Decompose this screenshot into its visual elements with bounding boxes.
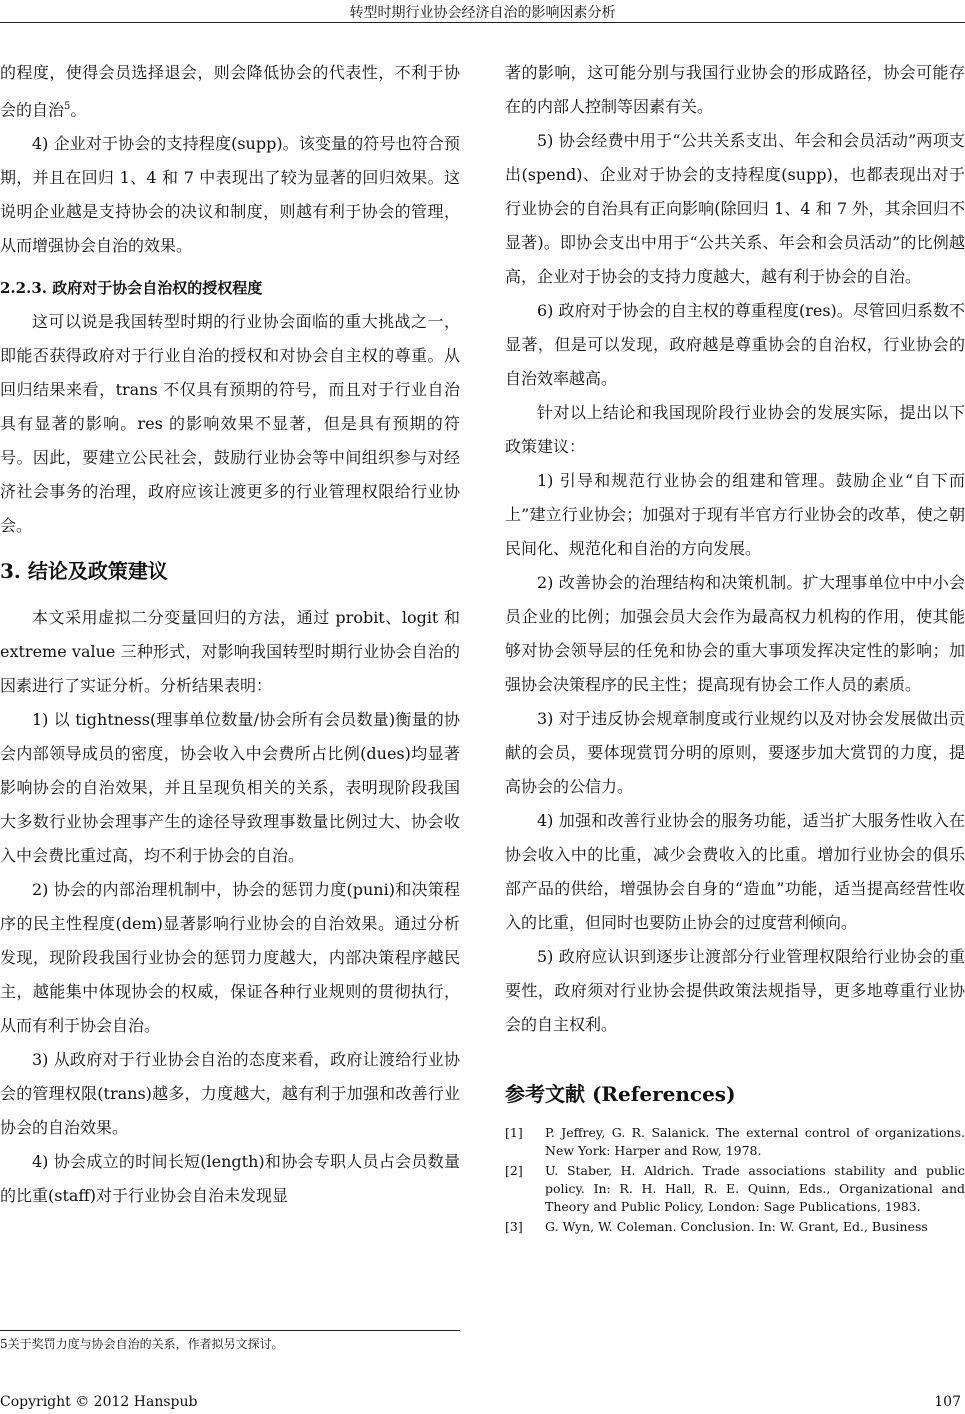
paragraph: 著的影响，这可能分别与我国行业协会的形成路径，协会可能存在的内部人控制等因素有关。	[505, 63, 965, 116]
subsection-heading: 2.2.3. 政府对于协会自治权的授权程度	[0, 279, 263, 298]
reference-text: P. Jeffrey, G. R. Salanick. The external control of organizations. New York: Harper and Row, 1978.	[545, 1125, 965, 1158]
left-column	[0, 56, 460, 1213]
running-header: 转型时期行业协会经济自治的影响因素分析	[349, 5, 616, 21]
reference-number: [3]	[505, 1219, 523, 1234]
section-heading: 3. 结论及政策建议	[0, 559, 168, 584]
paragraph: 3) 从政府对于行业协会自治的态度来看，政府让渡给行业协会的管理权限(trans)越多，力度越大，越有利于加强和改善行业协会的自治效果。	[0, 1050, 460, 1138]
paragraph: 1) 以 tightness(理事单位数量/协会所有会员数量)衡量的协会内部领导成员的密度，协会收入中会费所占比例(dues)均显著影响协会的自治效果，并且呈现负相关的关系，表明现阶段我国大多数行业协会理事产生的途径导致理事数量比例过大、协会收入中会费比重过高，均不利于协会的自治。	[0, 710, 460, 866]
paragraph	[0, 56, 460, 127]
paragraph: 针对以上结论和我国现阶段行业协会的发展实际，提出以下政策建议：	[505, 403, 965, 456]
paragraph: 6) 政府对于协会的自主权的尊重程度(res)。尽管回归系数不显著，但是可以发现，政府越是尊重协会的自治权，行业协会的自治效率越高。	[505, 301, 965, 388]
footnote: 5关于奖罚力度与协会自治的关系，作者拟另文探讨。	[0, 1337, 284, 1351]
paragraph-text: 。	[70, 100, 87, 120]
paragraph: 4) 加强和改善行业协会的服务功能，适当扩大服务性收入在协会收入中的比重，减少会费收入的比重。增加行业协会的俱乐部产品的供给，增强协会自身的“造血”功能，适当提高经营性收入的比重，但同时也要防止协会的过度营利倾向。	[505, 811, 965, 932]
paragraph: 2) 改善协会的治理结构和决策机制。扩大理事单位中中小会员企业的比例；加强会员大会作为最高权力机构的作用，使其能够对协会领导层的任免和协会的重大事项发挥决定性的影响；加强协会决策程序的民主性；提高现有协会工作人员的素质。	[505, 573, 965, 694]
reference-item	[505, 1218, 965, 1236]
reference-number: [1]	[505, 1125, 523, 1140]
reference-text: U. Staber, H. Aldrich. Trade associations stability and public policy. In: R. H. Hall, R. E. Quinn, Eds., Organizational and Theory and Public Policy, London: Sage Publications, 1983.	[545, 1163, 965, 1214]
reference-item	[505, 1162, 965, 1216]
footnote-rule	[0, 1330, 460, 1331]
footnote-marker: 5	[64, 101, 71, 112]
reference-list	[505, 1124, 965, 1236]
paragraph: 5) 协会经费中用于“公共关系支出、年会和会员活动”两项支出(spend)、企业对于协会的支持程度(supp)，也都表现出对于行业协会的自治具有正向影响(除回归 1、4 和 7 外，其余回归不显著)。即协会支出中用于“公共关系、年会和会员活动”的比例越高，企业对于协会的支持力度越大，越有利于协会的自治。	[505, 131, 965, 286]
paragraph: 1) 引导和规范行业协会的组建和管理。鼓励企业“自下而上”建立行业协会；加强对于现有半官方行业协会的改革，使之朝民间化、规范化和自治的方向发展。	[505, 471, 965, 558]
paragraph: 这可以说是我国转型时期的行业协会面临的重大挑战之一，即能否获得政府对于行业自治的授权和对协会自主权的尊重。从回归结果来看，trans 不仅具有预期的符号，而且对于行业自治具有显著的影响。res 的影响效果不显著，但是具有预期的符号。因此，要建立公民社会，鼓励行业协会等中间组织参与对经济社会事务的治理，政府应该让渡更多的行业管理权限给行业协会。	[0, 312, 460, 536]
right-column	[505, 56, 965, 1238]
header-rule	[0, 22, 965, 23]
reference-item	[505, 1124, 965, 1160]
references-heading: 参考文献 (References)	[505, 1082, 736, 1106]
page-number: 107	[934, 1394, 961, 1410]
paragraph-text: 的程度，使得会员选择退会，则会降低协会的代表性，不利于协会的自治	[0, 63, 460, 120]
paragraph: 2) 协会的内部治理机制中，协会的惩罚力度(puni)和决策程序的民主性程度(dem)显著影响行业协会的自治效果。通过分析发现，现阶段我国行业协会的惩罚力度越大，内部决策程序越民主，越能集中体现协会的权威，保证各种行业规则的贯彻执行，从而有利于协会自治。	[0, 880, 460, 1036]
paragraph: 本文采用虚拟二分变量回归的方法，通过 probit、logit 和 extreme value 三种形式，对影响我国转型时期行业协会自治的因素进行了实证分析。分析结果表明：	[0, 608, 460, 696]
copyright-line: Copyright © 2012 Hanspub	[0, 1394, 198, 1410]
reference-number: [2]	[505, 1163, 523, 1178]
paragraph: 4) 企业对于协会的支持程度(supp)。该变量的符号也符合预期，并且在回归 1、4 和 7 中表现出了较为显著的回归效果。这说明企业越是支持协会的决议和制度，则越有利于协会的管理，从而增强协会自治的效果。	[0, 134, 460, 256]
reference-text: G. Wyn, W. Coleman. Conclusion. In: W. Grant, Ed., Business	[545, 1219, 928, 1234]
paragraph: 4) 协会成立的时间长短(length)和协会专职人员占会员数量的比重(staff)对于行业协会自治未发现显	[0, 1152, 460, 1206]
paragraph: 3) 对于违反协会规章制度或行业规约以及对协会发展做出贡献的会员，要体现赏罚分明的原则，要逐步加大赏罚的力度，提高协会的公信力。	[505, 709, 965, 796]
paragraph: 5) 政府应认识到逐步让渡部分行业管理权限给行业协会的重要性，政府须对行业协会提供政策法规指导，更多地尊重行业协会的自主权利。	[505, 947, 965, 1034]
